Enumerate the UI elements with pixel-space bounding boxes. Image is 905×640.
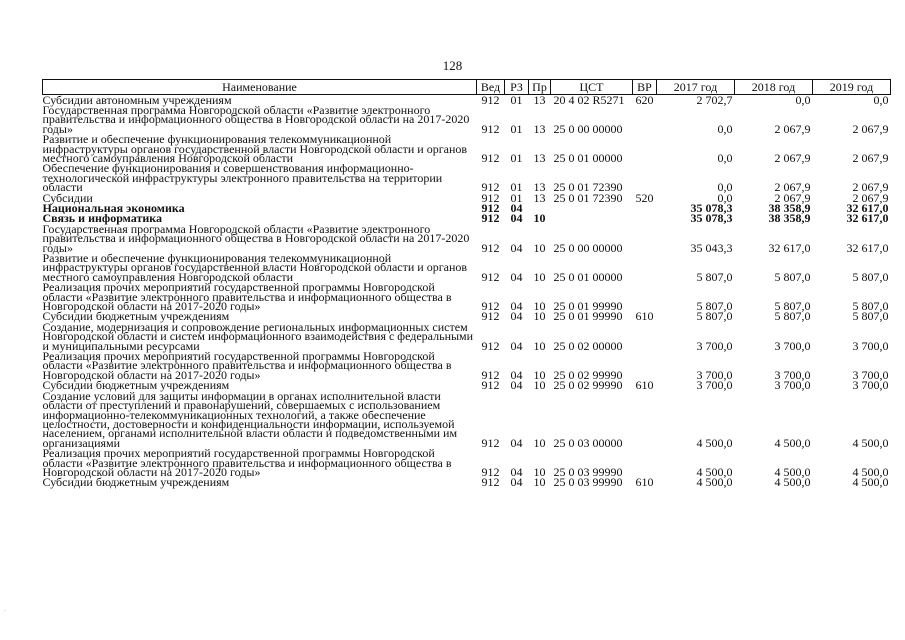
row-pr: 13 — [533, 180, 546, 195]
row-ved: 912 — [481, 338, 500, 353]
row-2017: 3 700,0 — [696, 338, 733, 353]
row-pr: 10 — [533, 309, 546, 324]
row-ved: 912 — [481, 435, 500, 450]
row-name: Обеспечение функционирования и совершенствования информационно- технологической инфраструктуры электронного правительства на территории области — [42, 161, 443, 195]
table-body — [42, 92, 891, 490]
row-rz: 04 — [510, 240, 523, 255]
row-rz: 04 — [510, 211, 523, 226]
row-2017: 4 500,0 — [696, 464, 733, 479]
row-vr — [633, 214, 657, 224]
row-2019: 0,0 — [873, 92, 889, 107]
row-ved: 912 — [481, 92, 500, 107]
row-cst: 25 0 02 99990 — [553, 367, 623, 382]
row-rz: 04 — [510, 367, 523, 382]
row-vr — [633, 352, 657, 381]
row-2019: 5 807,0 — [852, 309, 889, 324]
row-2018: 38 358,9 — [768, 211, 811, 226]
row-name: Создание, модернизация и сопровождение региональных информационных систем Новгородской области и систем информационного взаимодействия с федеральными и муниципальными ресурсами — [42, 319, 474, 353]
row-rz: 04 — [510, 464, 523, 479]
row-2018: 3 700,0 — [774, 378, 811, 393]
row-vr — [633, 224, 657, 253]
row-2018: 2 067,9 — [774, 180, 811, 195]
row-vr — [633, 391, 657, 448]
row-name: Развитие и обеспечение функционирования телекоммуникационной инфраструктуры органов государственной власти Новгородской области и органов местного самоуправления Новгородской области — [42, 251, 468, 284]
table-row — [43, 164, 891, 193]
row-2019: 32 617,0 — [846, 240, 889, 255]
row-rz: 04 — [510, 475, 523, 490]
row-cst: 25 0 03 99990 — [553, 464, 623, 479]
row-2017: 4 500,0 — [696, 435, 733, 450]
row-cst: 25 0 01 72390 — [553, 190, 623, 205]
row-2018: 5 807,0 — [774, 299, 811, 314]
table-row — [43, 449, 891, 478]
table-row — [43, 283, 891, 312]
header-2018: 2018 год — [735, 80, 813, 95]
row-rz: 01 — [510, 190, 523, 205]
row-cst: 25 0 01 99990 — [553, 309, 623, 324]
row-ved: 912 — [481, 464, 500, 479]
table-row — [43, 105, 891, 134]
row-2019: 3 700,0 — [852, 378, 889, 393]
row-name: Реализация прочих мероприятий государственной программы Новгородской области «Развитие электронного правительства и информационного общества в Новгородской области на 2017-2020 годы» — [42, 280, 452, 314]
row-pr: 13 — [533, 190, 546, 205]
row-rz: 04 — [510, 200, 523, 215]
header-name: Наименование — [43, 80, 477, 95]
header-rz: РЗ — [505, 80, 529, 95]
row-2019: 2 067,9 — [852, 190, 889, 205]
row-2018: 2 067,9 — [774, 121, 811, 136]
header-2017: 2017 год — [657, 80, 735, 95]
row-rz: 04 — [510, 309, 523, 324]
row-name: Реализация прочих мероприятий государственной программы Новгородской области «Развитие электронного правительства и информационного общества в Новгородской области на 2017-2020 годы» — [42, 446, 452, 479]
header-vr: ВР — [633, 80, 657, 95]
row-name: Развитие и обеспечение функционирования телекоммуникационной инфраструктуры органов государственной власти Новгородской области и органов местного самоуправления Новгородской области — [42, 132, 468, 165]
row-2017: 5 807,0 — [696, 269, 733, 284]
row-ved: 912 — [481, 200, 500, 215]
row-name: Субсидии бюджетным учреждениям — [42, 475, 230, 490]
row-2019: 3 700,0 — [852, 367, 889, 382]
row-2017: 0,0 — [717, 180, 733, 195]
row-vr — [633, 135, 657, 164]
row-pr: 13 — [533, 92, 546, 107]
row-rz: 04 — [510, 269, 523, 284]
row-name: Государственная программа Новгородской области «Развитие электронного правительства и информационного общества в Новгородской области на 2017-2020 годы» — [42, 102, 470, 136]
row-2018: 32 617,0 — [768, 240, 811, 255]
table-row — [43, 391, 891, 448]
row-cst — [551, 203, 633, 213]
row-cst: 25 0 00 00000 — [553, 121, 623, 136]
row-pr: 10 — [533, 240, 546, 255]
row-cst: 25 0 02 99990 — [553, 378, 623, 393]
row-vr: 620 — [635, 92, 654, 107]
row-2018: 38 358,9 — [768, 200, 811, 215]
row-2017: 5 807,0 — [696, 309, 733, 324]
header-pr: Пр — [529, 80, 551, 95]
row-pr: 10 — [533, 269, 546, 284]
row-2019: 4 500,0 — [852, 464, 889, 479]
row-name: Субсидии бюджетным учреждениям — [42, 378, 230, 393]
row-name: Реализация прочих мероприятий государственной программы Новгородской области «Развитие электронного правительства и информационного общества в Новгородской области на 2017-2020 годы» — [42, 349, 452, 382]
row-rz: 04 — [510, 338, 523, 353]
row-name: Субсидии — [42, 190, 93, 205]
row-rz: 01 — [510, 180, 523, 195]
row-2019: 2 067,9 — [852, 150, 889, 165]
row-ved: 912 — [481, 211, 500, 226]
row-pr: 10 — [533, 464, 546, 479]
row-pr: 10 — [533, 338, 546, 353]
row-2017: 0,0 — [717, 190, 733, 205]
row-vr: 610 — [635, 378, 654, 393]
row-ved: 912 — [481, 299, 500, 314]
margin-mark: . — [4, 604, 6, 613]
row-2019: 2 067,9 — [852, 121, 889, 136]
row-2017: 3 700,0 — [696, 378, 733, 393]
row-vr: 520 — [635, 190, 654, 205]
row-pr: 10 — [533, 475, 546, 490]
row-name: Субсидии бюджетным учреждениям — [42, 309, 230, 324]
row-2018: 4 500,0 — [774, 435, 811, 450]
row-2019: 32 617,0 — [846, 211, 889, 226]
header-cst: ЦСТ — [551, 80, 633, 95]
row-cst: 25 0 03 00000 — [553, 435, 623, 450]
table-row — [43, 254, 891, 283]
row-cst: 20 4 02 R5271 — [553, 92, 625, 107]
row-2017: 35 043,3 — [690, 240, 733, 255]
row-ved: 912 — [481, 190, 500, 205]
row-ved: 912 — [481, 180, 500, 195]
row-ved: 912 — [481, 378, 500, 393]
row-pr: 10 — [533, 211, 546, 226]
row-rz: 01 — [510, 92, 523, 107]
row-ved: 912 — [481, 475, 500, 490]
row-pr: 10 — [533, 378, 546, 393]
row-2018: 0,0 — [795, 92, 811, 107]
row-rz: 04 — [510, 435, 523, 450]
table-row — [43, 322, 891, 351]
row-vr — [633, 203, 657, 213]
header-ved: Вед — [477, 80, 505, 95]
row-pr: 10 — [533, 435, 546, 450]
table-row — [43, 203, 891, 213]
row-2019: 5 807,0 — [852, 299, 889, 314]
row-vr — [633, 322, 657, 351]
row-2018: 2 067,9 — [774, 190, 811, 205]
row-2017: 4 500,0 — [696, 475, 733, 490]
row-2017: 5 807,0 — [696, 299, 733, 314]
row-vr — [633, 254, 657, 283]
row-2019: 32 617,0 — [846, 200, 889, 215]
table-row — [43, 224, 891, 253]
row-rz: 04 — [510, 378, 523, 393]
row-name: Связь и информатика — [42, 211, 163, 226]
row-vr — [633, 283, 657, 312]
row-pr: 13 — [533, 150, 546, 165]
row-pr: 13 — [533, 121, 546, 136]
row-name: Национальная экономика — [42, 200, 185, 215]
row-2017: 0,0 — [717, 150, 733, 165]
row-2018: 4 500,0 — [774, 464, 811, 479]
row-2019: 4 500,0 — [852, 475, 889, 490]
row-cst: 25 0 03 99990 — [553, 475, 623, 490]
row-ved: 912 — [481, 367, 500, 382]
row-2018: 3 700,0 — [774, 338, 811, 353]
row-vr — [633, 449, 657, 478]
row-rz: 04 — [510, 299, 523, 314]
row-2018: 3 700,0 — [774, 367, 811, 382]
row-vr — [633, 105, 657, 134]
row-cst: 25 0 01 00000 — [553, 150, 623, 165]
table-row — [43, 135, 891, 164]
row-2019: 3 700,0 — [852, 338, 889, 353]
row-name: Государственная программа Новгородской области «Развитие электронного правительства и информационного общества в Новгородской области на 2017-2020 годы» — [42, 221, 470, 255]
row-2018: 2 067,9 — [774, 150, 811, 165]
row-vr: 610 — [635, 475, 654, 490]
row-2019: 2 067,9 — [852, 180, 889, 195]
page-number: 128 — [442, 58, 463, 73]
row-vr — [633, 164, 657, 193]
budget-table — [42, 79, 891, 488]
table-row — [43, 352, 891, 381]
header-2019: 2019 год — [813, 80, 891, 95]
row-vr: 610 — [635, 309, 654, 324]
row-2017: 0,0 — [717, 121, 733, 136]
row-rz: 01 — [510, 150, 523, 165]
row-2017: 35 078,3 — [690, 211, 733, 226]
row-2018: 4 500,0 — [774, 475, 811, 490]
row-2019: 4 500,0 — [852, 435, 889, 450]
row-cst — [551, 214, 633, 224]
row-cst: 25 0 01 72390 — [553, 180, 623, 195]
row-cst: 25 0 00 00000 — [553, 240, 623, 255]
row-2018: 5 807,0 — [774, 269, 811, 284]
table-row — [43, 478, 891, 488]
row-pr: 10 — [533, 367, 546, 382]
row-2017: 3 700,0 — [696, 367, 733, 382]
row-ved: 912 — [481, 269, 500, 284]
row-cst: 25 0 01 00000 — [553, 269, 623, 284]
row-ved: 912 — [481, 309, 500, 324]
row-pr: 10 — [533, 299, 546, 314]
row-2017: 35 078,3 — [690, 200, 733, 215]
row-2017: 2 702,7 — [696, 92, 733, 107]
row-cst: 25 0 01 99990 — [553, 299, 623, 314]
row-ved: 912 — [481, 150, 500, 165]
row-2019: 5 807,0 — [852, 269, 889, 284]
row-ved: 912 — [481, 240, 500, 255]
row-rz: 01 — [510, 121, 523, 136]
row-2018: 5 807,0 — [774, 309, 811, 324]
row-name: Создание условий для защиты информации в органах исполнительной власти области от преступлений и правонарушений, совершаемых с использованием информационно-телекоммуникационных технологий, а также обеспечение целостности, достоверности и конфиденциальности информации, используемой населением, органами исполнительной власти области и подведомственными им организациями — [42, 388, 458, 450]
row-name: Субсидии автономным учреждениям — [42, 92, 232, 107]
row-cst: 25 0 02 00000 — [553, 338, 623, 353]
row-ved: 912 — [481, 121, 500, 136]
